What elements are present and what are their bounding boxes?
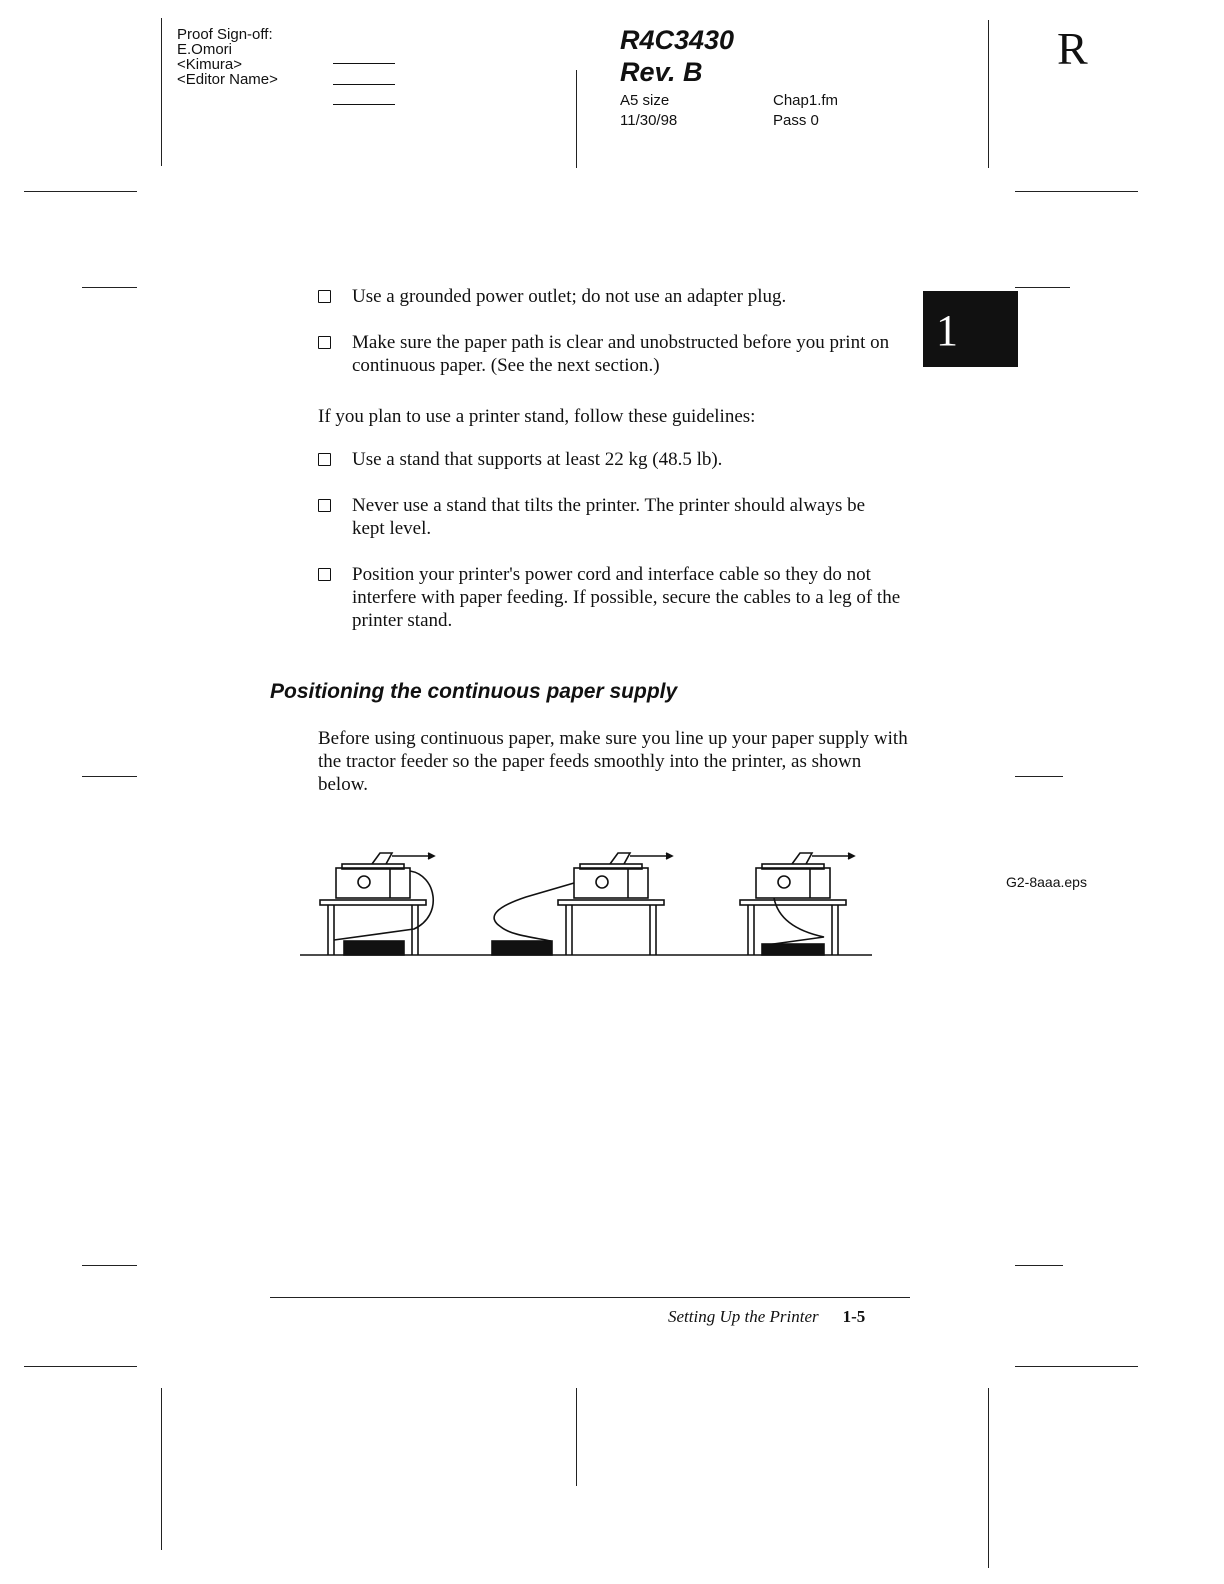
corner-mark: R [1057, 23, 1088, 74]
crop-mark [161, 1388, 162, 1550]
printer-setup-2 [492, 853, 672, 955]
doc-date: 11/30/98 [620, 112, 678, 129]
chapter-number: 1 [936, 306, 958, 355]
crop-mark [82, 287, 137, 288]
crop-mark [24, 1366, 137, 1367]
doc-code: R4C3430 [620, 25, 735, 55]
crop-mark [1015, 1366, 1138, 1367]
footer-rule [270, 1297, 910, 1298]
doc-pass: Pass 0 [773, 112, 819, 129]
doc-revision: Rev. B [620, 57, 703, 87]
crop-mark [24, 191, 137, 192]
crop-mark [1015, 287, 1070, 288]
doc-size: A5 size [620, 92, 670, 109]
list-item [318, 563, 918, 635]
crop-mark [82, 776, 137, 777]
crop-mark [1015, 191, 1138, 192]
list-item-text: Position your printer's power cord and interface cable so they do not interfere with paper feeding. If possible, secure the cables to a leg of the printer stand. [352, 564, 901, 631]
crop-mark [576, 1388, 577, 1486]
crop-mark [1015, 1265, 1063, 1266]
signoff-title: Proof Sign-off: [177, 26, 273, 43]
crop-mark [988, 20, 989, 168]
checkbox-bullet-icon [318, 453, 331, 466]
list-item-text: Use a stand that supports at least 22 kg (48.5 lb). [352, 449, 723, 470]
proof-signoff [177, 27, 278, 87]
crop-mark [82, 1265, 137, 1266]
checkbox-bullet-icon [318, 336, 331, 349]
section-heading: Positioning the continuous paper supply [270, 680, 678, 703]
signature-line [333, 63, 395, 64]
crop-mark [988, 1388, 989, 1568]
checkbox-bullet-icon [318, 499, 331, 512]
crop-mark [161, 18, 162, 166]
page-footer [668, 1307, 865, 1327]
list-item [318, 331, 918, 381]
signature-line [333, 104, 395, 105]
signature-line [333, 84, 395, 85]
checkbox-bullet-icon [318, 568, 331, 581]
list-item [318, 494, 918, 544]
figure-file-label: G2-8aaa.eps [1006, 874, 1087, 890]
paper-supply-figure [296, 845, 886, 963]
section-paragraph: Before using continuous paper, make sure you line up your paper supply with the tractor feeder so the paper feeds smoothly into the printer, as shown below. [318, 728, 908, 795]
document-code [620, 24, 734, 88]
crop-mark [1015, 776, 1063, 777]
list-item [318, 285, 918, 313]
signoff-name: E.Omori [177, 41, 233, 58]
signoff-name: <Kimura> [177, 56, 243, 73]
crop-mark [576, 70, 577, 168]
stand-intro: If you plan to use a printer stand, follow these guidelines: [318, 406, 756, 427]
list-item [318, 448, 918, 476]
list-item-text: Use a grounded power outlet; do not use an adapter plug. [352, 286, 787, 307]
checkbox-bullet-icon [318, 290, 331, 303]
list-item-text: Make sure the paper path is clear and unobstructed before you print on continuous paper. (See the next section.) [352, 332, 890, 376]
list-item-text: Never use a stand that tilts the printer. The printer should always be kept level. [352, 495, 866, 539]
signoff-name: <Editor Name> [177, 71, 278, 88]
doc-file: Chap1.fm [773, 92, 839, 109]
page-number: 1-5 [842, 1307, 866, 1326]
footer-chapter-title: Setting Up the Printer [668, 1307, 819, 1326]
printer-setup-3 [740, 853, 854, 955]
printer-setup-1 [320, 853, 434, 955]
chapter-tab [923, 291, 1018, 367]
